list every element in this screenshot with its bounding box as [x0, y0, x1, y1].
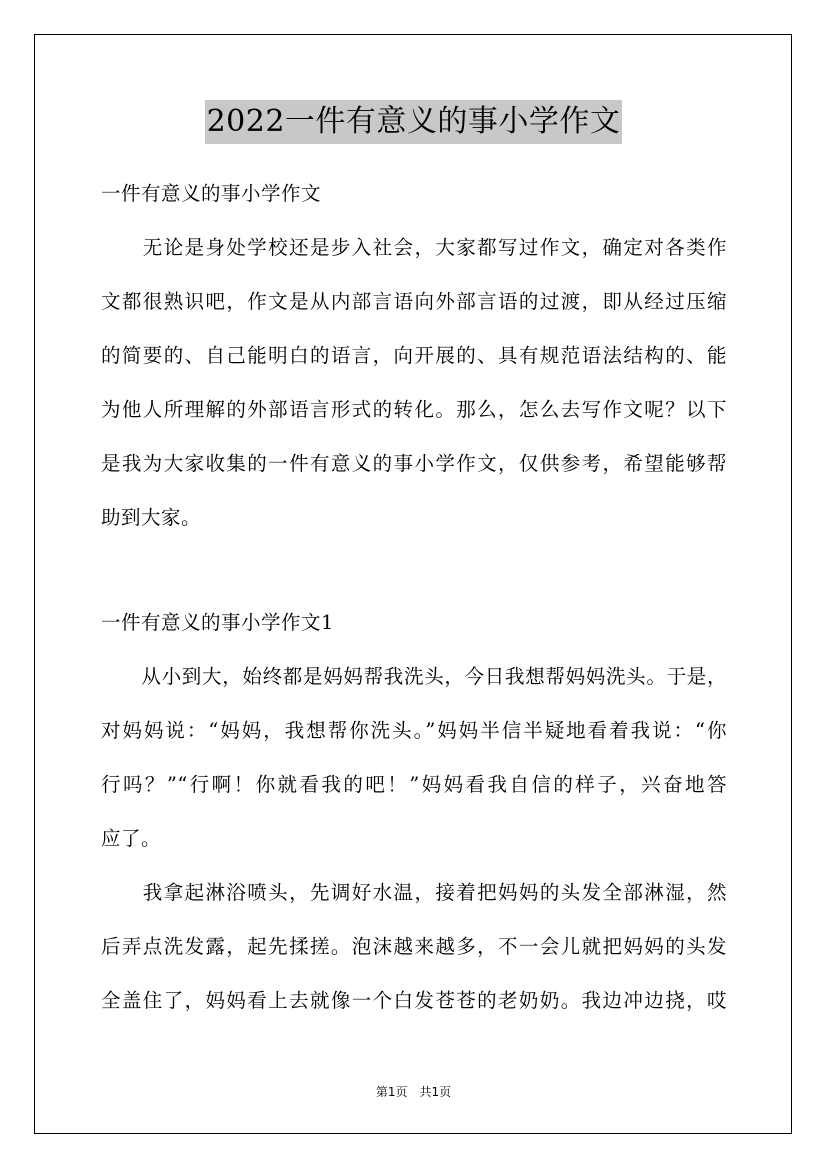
paragraph-line: 从小到大，始终都是妈妈帮我洗头，今日我想帮妈妈洗头。于是，	[101, 665, 727, 688]
intro-line: 是我为大家收集的一件有意义的事小学作文，仅供参考，希望能够帮	[101, 452, 727, 475]
page-footer	[0, 1083, 827, 1100]
document-title: 2022一件有意义的事小学作文	[205, 100, 623, 144]
page-number: 第1页 共1页	[375, 1085, 452, 1099]
paragraph-line: 对妈妈说：“妈妈，我想帮你洗头。”妈妈半信半疑地看着我说：“你	[101, 719, 727, 742]
intro-line: 为他人所理解的外部语言形式的转化。那么，怎么去写作文呢？以下	[101, 398, 727, 421]
intro-line: 助到大家。	[101, 506, 202, 529]
intro-line: 文都很熟识吧，作文是从内部言语向外部言语的过渡，即从经过压缩	[101, 290, 727, 313]
paragraph-line: 我拿起淋浴喷头，先调好水温，接着把妈妈的头发全部淋湿，然	[101, 881, 727, 904]
intro-line: 无论是身处学校还是步入社会，大家都写过作文，确定对各类作	[101, 236, 727, 259]
paragraph-gap	[101, 550, 727, 601]
paragraph-line: 应了。	[101, 827, 162, 850]
intro-line: 的简要的、自己能明白的语言，向开展的、具有规范语法结构的、能	[101, 344, 727, 367]
paragraph-line: 行吗？”“行啊！你就看我的吧！”妈妈看我自信的样子，兴奋地答	[101, 773, 727, 796]
section-heading: 一件有意义的事小学作文1	[101, 611, 334, 634]
subtitle: 一件有意义的事小学作文	[101, 182, 322, 205]
paragraph-line: 全盖住了，妈妈看上去就像一个白发苍苍的老奶奶。我边冲边挠，哎	[101, 989, 727, 1012]
document-body	[101, 172, 727, 1033]
paragraph-line: 后弄点洗发露，起先揉搓。泡沫越来越多，不一会儿就把妈妈的头发	[101, 935, 727, 958]
title-container	[0, 100, 827, 144]
